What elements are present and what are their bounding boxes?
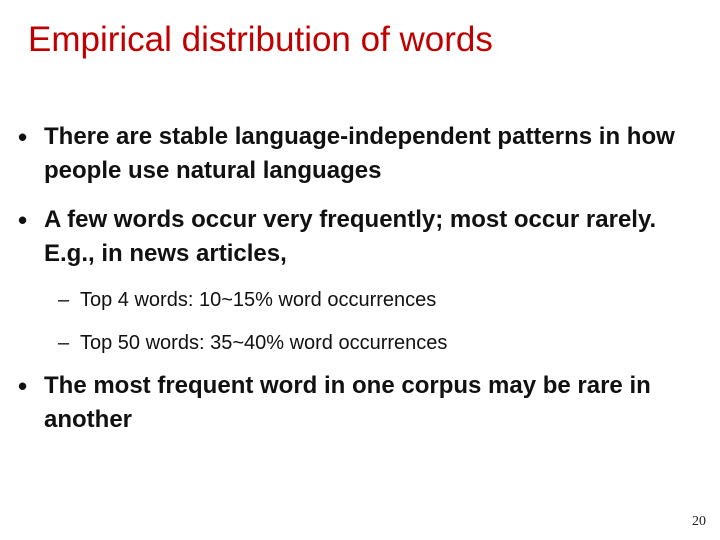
bullet-item xyxy=(18,120,698,188)
sub-bullet-item xyxy=(58,286,436,314)
sub-bullet-item xyxy=(58,329,447,357)
bullet-text: There are stable language-independent patterns in how people use natural languages xyxy=(44,123,675,184)
bullet-item xyxy=(18,369,698,437)
slide-title: Empirical distribution of words xyxy=(28,20,493,59)
bullet-dot: • xyxy=(18,371,28,401)
bullet-dot: • xyxy=(18,205,28,235)
sub-bullet-dash: – xyxy=(58,332,70,354)
sub-bullet-dash: – xyxy=(58,289,70,311)
bullet-text: A few words occur very frequently; most occur rarely. E.g., in news articles, xyxy=(44,206,657,267)
sub-bullet-text: Top 4 words: 10~15% word occurrences xyxy=(80,289,437,311)
bullet-text: The most frequent word in one corpus may be rare in another xyxy=(44,372,651,433)
bullet-dot: • xyxy=(18,122,28,152)
page-number: 20 xyxy=(692,514,706,529)
sub-bullet-text: Top 50 words: 35~40% word occurrences xyxy=(80,332,448,354)
bullet-item xyxy=(18,203,698,271)
